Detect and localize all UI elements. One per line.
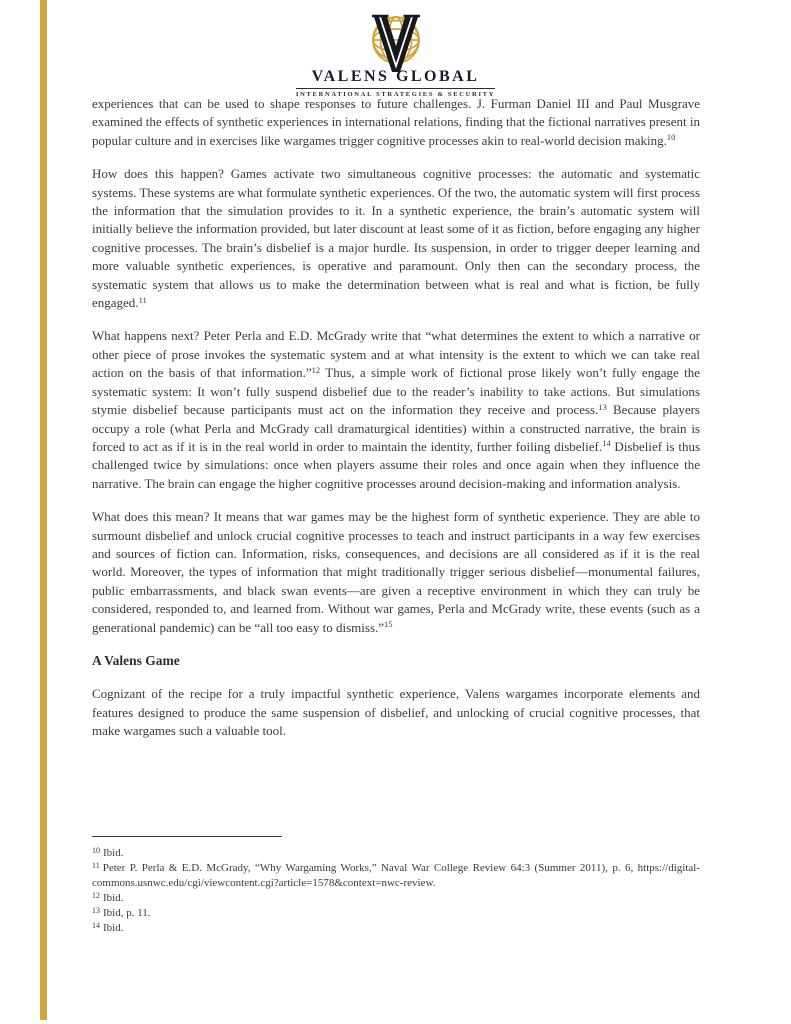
v-monogram-icon	[372, 16, 420, 72]
body-paragraph-5: Cognizant of the recipe for a truly impactful synthetic experience, Valens wargames incorporate elements and features designed to produce the same suspension of disbelief, and unlocking of crucial cognitive processes, that make wargames such a valuable tool.	[92, 686, 700, 739]
footnote-marker: 12	[92, 890, 100, 900]
footnote-marker: 14	[92, 920, 100, 930]
body-paragraph-4: What does this mean? It means that war games may be the highest form of synthetic experience. They are able to surmount disbelief and unlock crucial cognitive processes to teach and instruct participants in a way few exercises and sources of fiction can. Information, risks, consequences, and decisions are all considered as if it is the real world. Moreover, the types of information that might traditionally trigger serious disbelief—monumental failures, public embarrassments, and black swan events—are given a receptive environment in which they can truly be considered, responded to, and learned from. Without war games, Perla and McGrady write, these events (such as a generational pandemic) can be “all too easy to dismiss.”$^{15}$	[92, 509, 700, 635]
footnote-text: Ibid, p. 11.	[103, 907, 151, 919]
footnote-item	[92, 846, 700, 861]
footnote-text: Ibid.	[103, 847, 124, 859]
globe-v-monogram-icon	[354, 12, 438, 74]
footnote-marker: 13	[92, 905, 100, 915]
footnotes-section	[92, 836, 700, 936]
footnote-marker: 10	[92, 845, 100, 855]
footnote-item	[92, 891, 700, 906]
body-paragraph-3: What happens next? Peter Perla and E.D. McGrady write that “what determines the extent to which a narrative or other piece of prose invokes the systematic system and at what intensity is the extent to which we can take real action on the basis of that information.”$^{12}$ Thus, a simple work of fictional prose likely won’t fully engage the systematic system: It won’t fully suspend disbelief due to the reader’s inability to take actions. But simulations stymie disbelief because participants must act on the information they receive and process.$^{13}$ Because players occupy a role (what Perla and McGrady call dramaturgical identities) within a constructed narrative, the brain is forced to act as if it is in the real world in order to maintain the identity, further foiling disbelief.$^{14}$ Disbelief is thus challenged twice by simulations: once when players assume their roles and once again when they influence the narrative. The brain can engage the higher cognitive processes around decision-making and information analysis.	[92, 328, 701, 491]
footnote-item	[92, 861, 700, 891]
section-heading: A Valens Game	[92, 652, 180, 668]
valens-global-logo	[0, 12, 791, 98]
footnote-text: Ibid.	[103, 922, 124, 934]
body-paragraph-1: experiences that can be used to shape responses to future challenges. J. Furman Daniel III and Paul Musgrave examined the effects of synthetic experiences in international relations, finding that the fictional narratives present in popular culture and in exercises like wargames trigger cognitive processes akin to real-world decision making.$^{10}$	[92, 96, 700, 148]
logo-tagline: INTERNATIONAL STRATEGIES & SECURITY	[296, 88, 495, 98]
footnote-separator	[92, 836, 282, 837]
body-paragraph-2: How does this happen? Games activate two simultaneous cognitive processes: the automatic and systematic systems. These systems are what formulate synthetic experiences. Of the two, the automatic system will first process the information that the simulation provides to it. In a synthetic experience, the brain’s automatic system will initially believe the information provided, but later discount at least some of it as fiction, before engaging any higher cognitive processes. The brain’s disbelief is a major hurdle. Its suspension, in order to trigger deeper learning and more valuable synthetic experiences, is operative and paramount. Only then can the secondary process, the systematic system that allows us to make the determination between what is real and what is fiction, be fully engaged.$^{11}$	[92, 166, 700, 311]
footnote-marker: 11	[92, 860, 100, 870]
left-accent-bar	[40, 0, 47, 1020]
footnote-item	[92, 906, 700, 921]
footnote-item	[92, 921, 700, 936]
body-text	[92, 95, 700, 756]
footnote-text: Ibid.	[103, 892, 124, 904]
footnote-text: Peter P. Perla & E.D. McGrady, “Why Wargaming Works,” Naval War College Review 64:3 (Summer 2011), p. 6, https://digital-commons.usnwc.edu/cgi/viewcontent.cgi?article=1578&context=nwc-review.	[92, 862, 700, 889]
logo-company-name: VALENS GLOBAL	[311, 68, 480, 85]
